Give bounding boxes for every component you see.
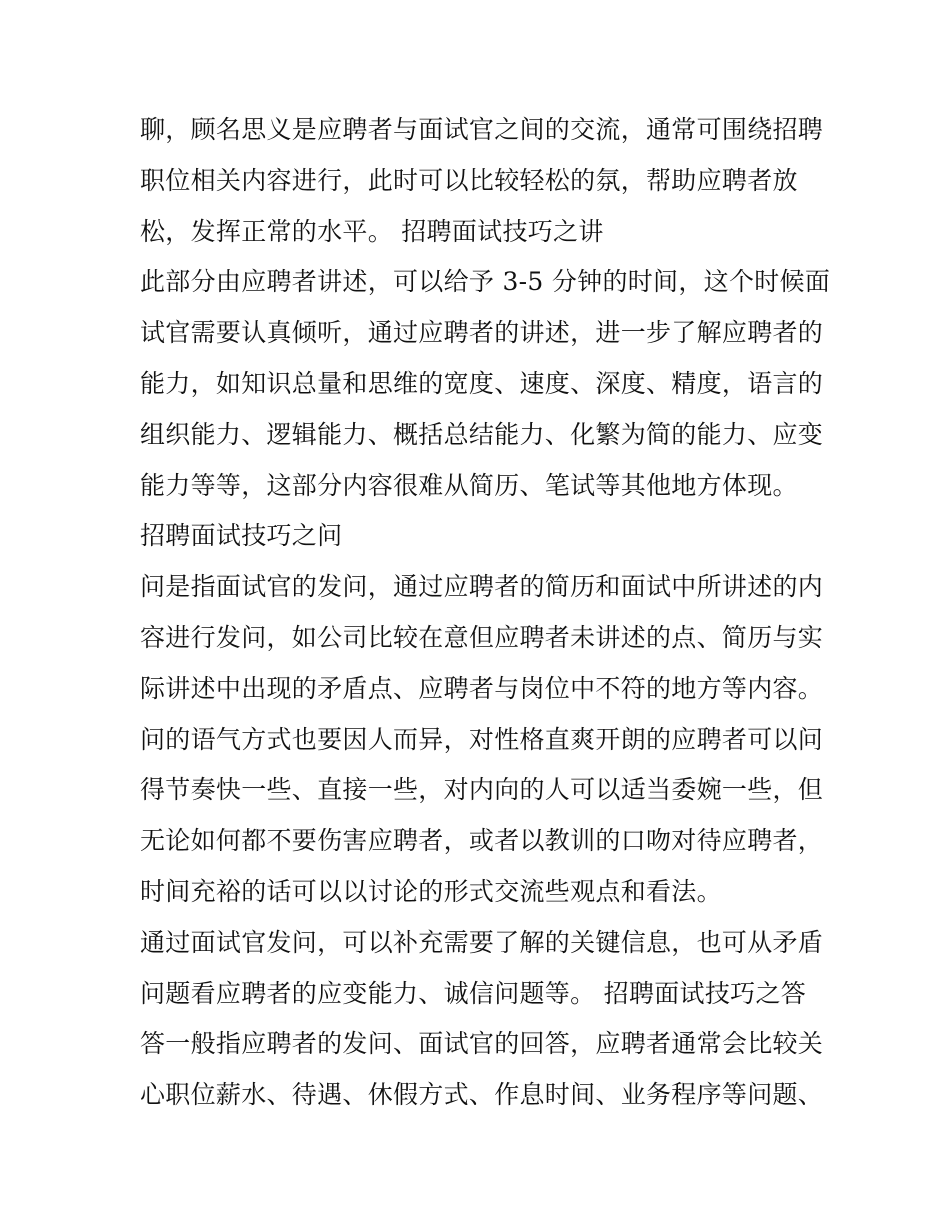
text-line: 际讲述中出现的矛盾点、应聘者与岗位中不符的地方等内容。 <box>140 673 824 703</box>
text-line: 此部分由应聘者讲述，可以给予 3-5 分钟的时间，这个时候面 <box>140 267 831 297</box>
text-line: 问的语气方式也要因人而异，对性格直爽开朗的应聘者可以问 <box>140 724 824 754</box>
text-line: 时间充裕的话可以以讨论的形式交流些观点和看法。 <box>140 876 722 906</box>
document-body <box>140 105 831 1121</box>
text-line: 问是指面试官的发问，通过应聘者的简历和面试中所讲述的内 <box>140 572 824 602</box>
text-line: 心职位薪水、待遇、休假方式、作息时间、业务程序等问题、 <box>140 1080 824 1110</box>
text-line: 试官需要认真倾听，通过应聘者的讲述，进一步了解应聘者的 <box>140 318 824 348</box>
text-line: 能力等等，这部分内容很难从简历、笔试等其他地方体现。 <box>140 470 798 500</box>
text-line: 得节奏快一些、直接一些，对内向的人可以适当委婉一些，但 <box>140 775 824 805</box>
text-line: 问题看应聘者的应变能力、诚信问题等。 招聘面试技巧之答 <box>140 978 807 1008</box>
text-line: 容进行发问，如公司比较在意但应聘者未讲述的点、简历与实 <box>140 622 824 652</box>
text-line: 组织能力、逻辑能力、概括总结能力、化繁为简的能力、应变 <box>140 419 824 449</box>
text-line: 无论如何都不要伤害应聘者，或者以教训的口吻对待应聘者， <box>140 826 824 856</box>
text-line: 职位相关内容进行，此时可以比较轻松的氛，帮助应聘者放 <box>140 165 798 195</box>
text-line: 松，发挥正常的水平。 招聘面试技巧之讲 <box>140 216 604 246</box>
section-heading: 招聘面试技巧之问 <box>140 521 343 551</box>
text-line: 能力，如知识总量和思维的宽度、速度、深度、精度，语言的 <box>140 368 824 398</box>
text-line: 答一般指应聘者的发问、面试官的回答，应聘者通常会比较关 <box>140 1029 824 1059</box>
text-line: 通过面试官发问，可以补充需要了解的关键信息，也可从矛盾 <box>140 927 824 957</box>
text-line: 聊，顾名思义是应聘者与面试官之间的交流，通常可围绕招聘 <box>140 115 824 144</box>
